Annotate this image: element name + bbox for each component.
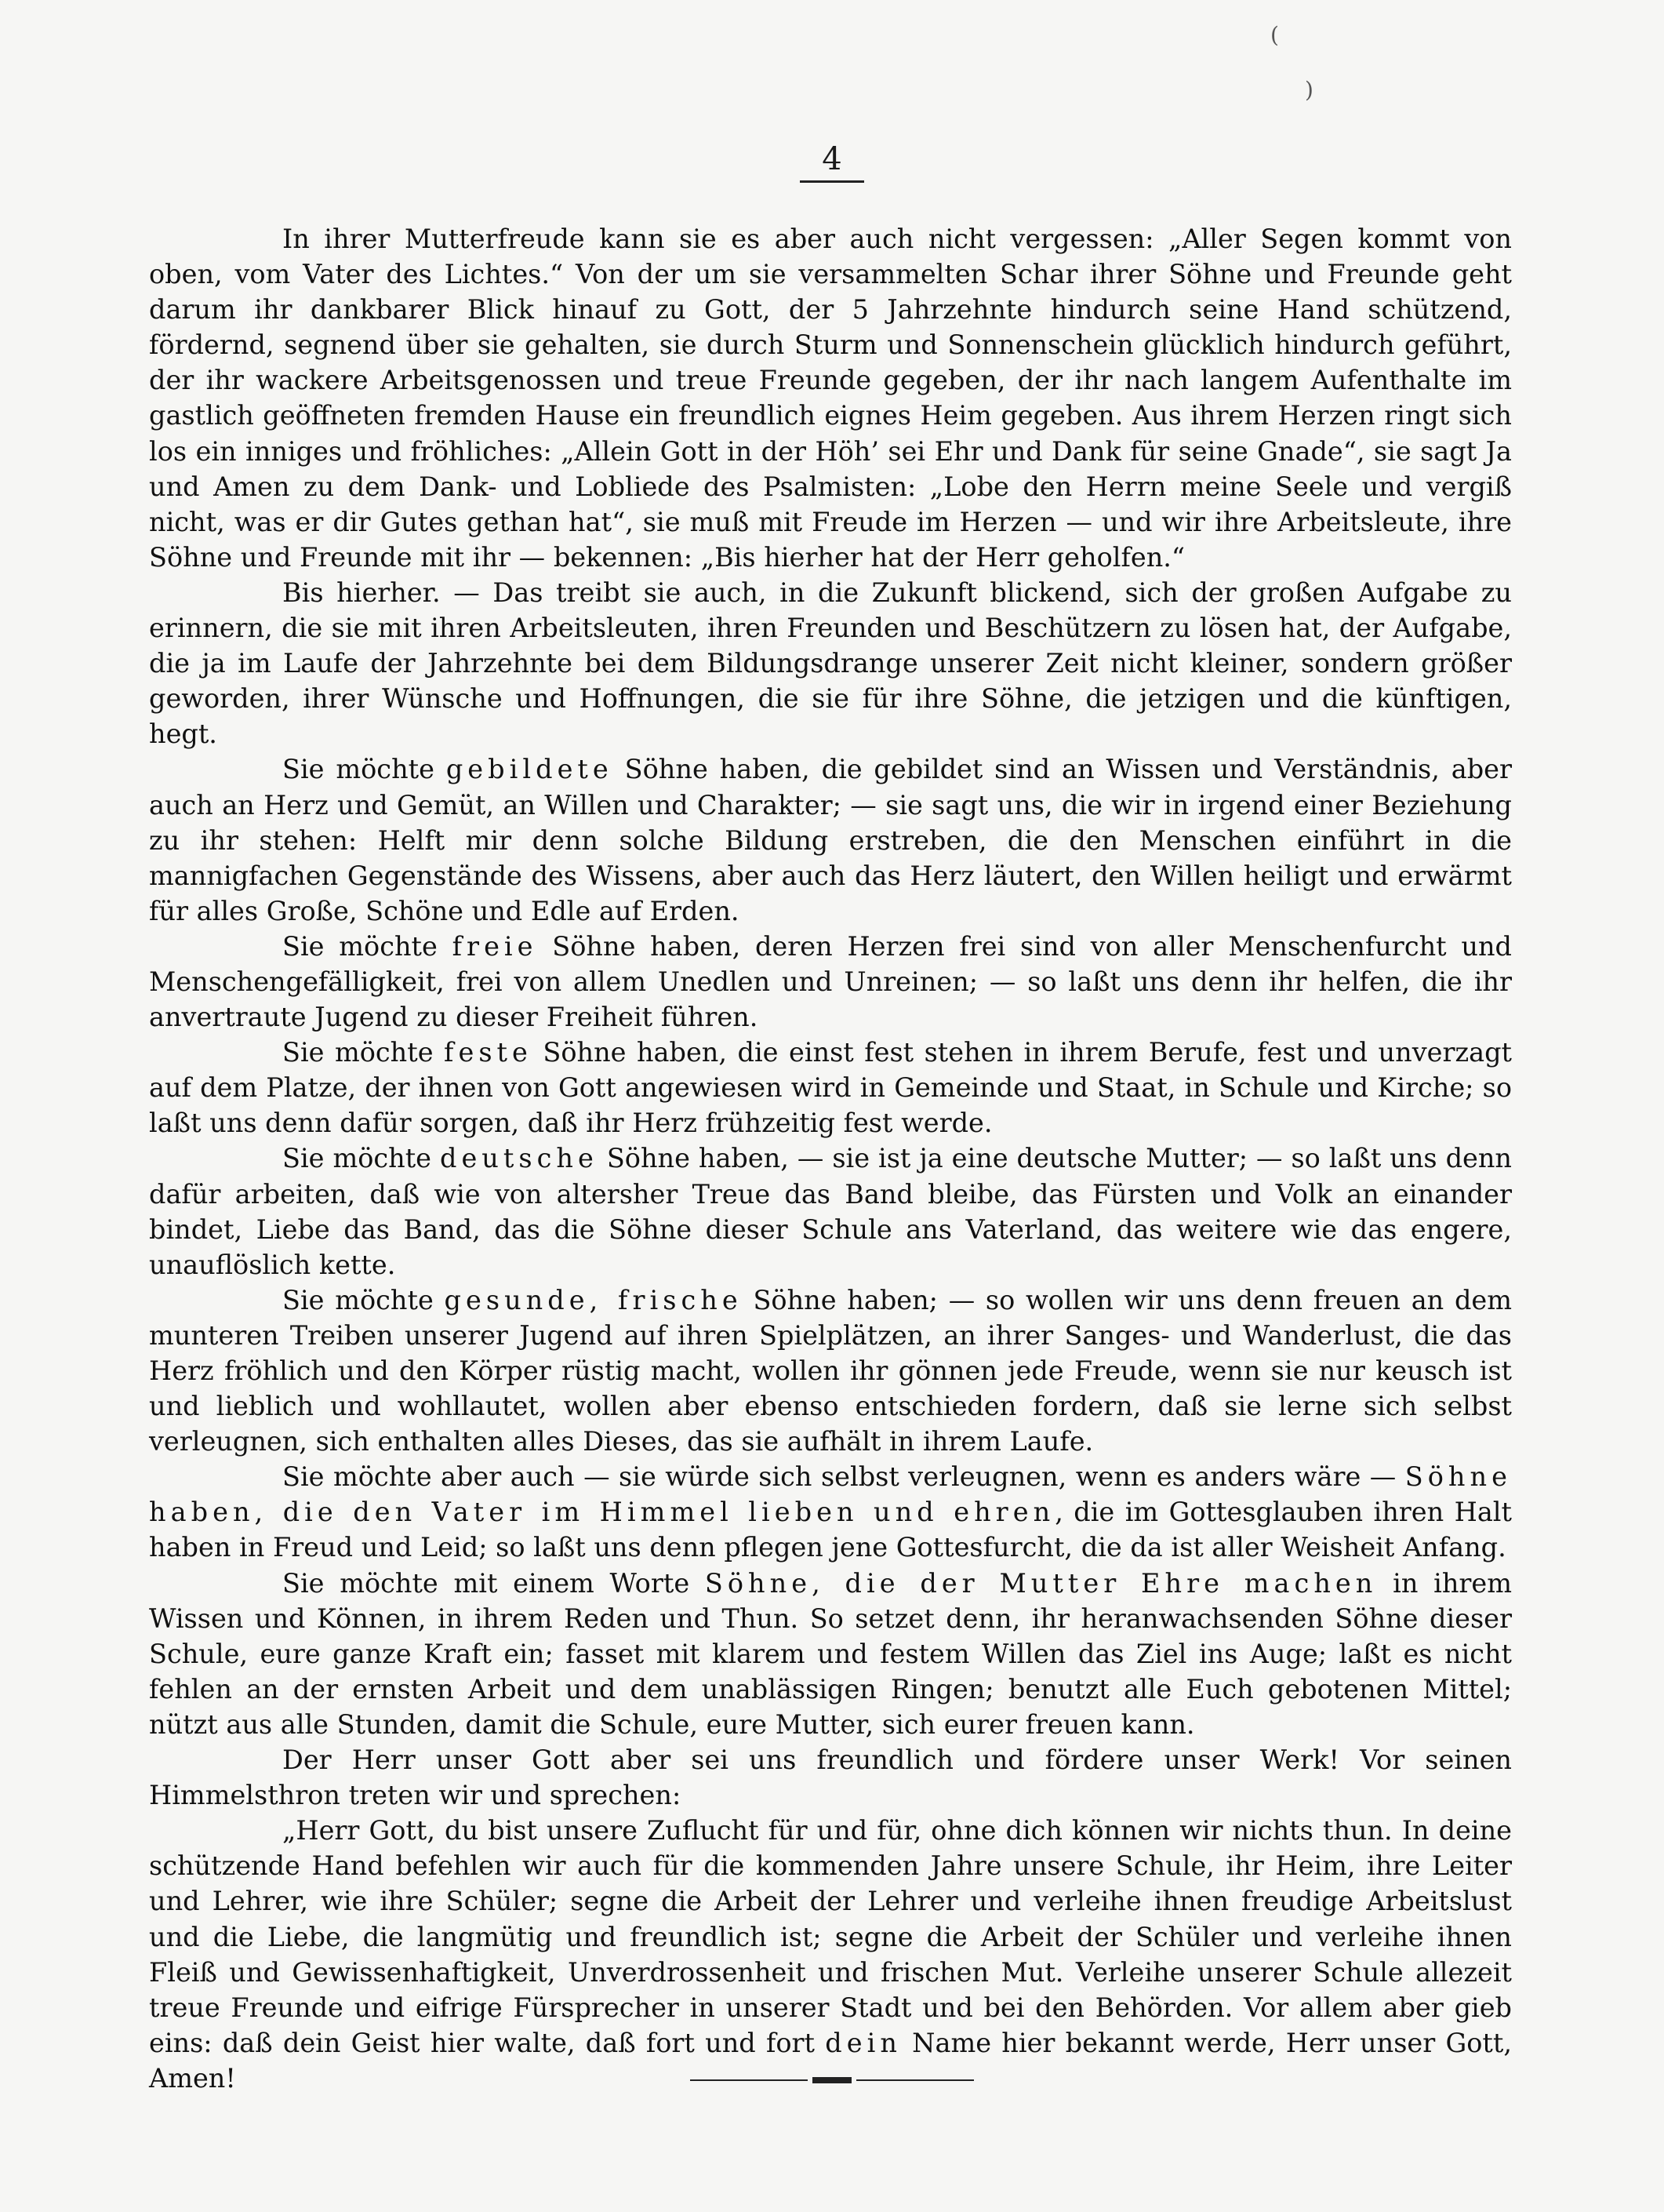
body-text	[149, 221, 1512, 2096]
paragraph-himmelsthron: Der Herr unser Gott aber sei uns freundlich und fördere unser Werk! Vor seinen Himmelsthron treten wir und sprechen:	[149, 1744, 1512, 1811]
emphasis-spaced: dein	[825, 2027, 902, 2058]
emphasis-spaced: deutsche	[439, 1143, 598, 1174]
paragraph-gesunde-soehne: Sie möchte gesunde, frische Söhne haben; — so wollen wir uns denn freuen an dem munteren Treiben unserer Jugend auf ihren Spielplätzen, an ihrer Sanges- und Wanderlust, die das Herz fröhlich und den Körper rüstig macht, wollen ihr gönnen jede Freude, wenn sie nur keusch ist und lieblich und wohllautet, wollen aber ebenso entschieden fordern, daß sie lerne sich selbst verleugnen, sich enthalten alles Dieses, das sie aufhält in ihrem Laufe.	[149, 1284, 1512, 1457]
ornament-line-left	[690, 2079, 808, 2081]
emphasis-spaced: feste	[444, 1037, 532, 1068]
end-ornament-rule	[690, 2077, 974, 2083]
paragraph-feste-soehne: Sie möchte feste Söhne haben, die einst fest stehen in ihrem Berufe, fest und unverzagt auf dem Platze, der ihnen von Gott angewiesen wird in Gemeinde und Staat, in Schule und Kirche; so laßt uns denn dafür sorgen, daß ihr Herz frühzeitig fest werde.	[149, 1037, 1512, 1139]
page-number: 4	[800, 141, 864, 183]
ornament-line-right	[856, 2079, 974, 2081]
paragraph-gebet: „Herr Gott, du bist unsere Zuflucht für und für, ohne dich können wir nichts thun. In deine schützende Hand befehlen wir auch für die kommenden Jahre unsere Schule, ihr Heim, ihre Leiter und Lehrer, wie ihre Schüler; segne die Arbeit der Lehrer und verleihe ihnen freudige Arbeitslust und die Liebe, die langmütig und freundlich ist; segne die Arbeit der Schüler und verleihe ihnen Fleiß und Gewissenhaftigkeit, Unverdrossenheit und frischen Mut. Verleihe unserer Schule allezeit treue Freunde und eifrige Fürsprecher in unserer Stadt und bei den Behörden. Vor allem aber gieb eins: daß dein Geist hier walte, daß fort und fort dein Name hier bekannt werde, Herr unser Gott, Amen!	[149, 1815, 1512, 2094]
paragraph-gottesglauben: Sie möchte aber auch — sie würde sich selbst verleugnen, wenn es anders wäre — Söhne haben, die den Vater im Himmel lieben und ehren, die im Gottesglauben ihren Halt haben in Freud und Leid; so laßt uns denn pflegen jene Gottesfurcht, die da ist aller Weisheit Anfang.	[149, 1461, 1512, 1563]
page-speck-mark: (	[1270, 22, 1279, 48]
page-speck-mark: )	[1305, 77, 1313, 103]
emphasis-spaced: gebildete	[445, 754, 613, 785]
emphasis-spaced: Söhne, die der Mutter Ehre machen	[704, 1567, 1378, 1599]
ornament-center-bar	[812, 2077, 852, 2083]
paragraph-deutsche-soehne: Sie möchte deutsche Söhne haben, — sie ist ja eine deutsche Mutter; — so laßt uns denn dafür arbeiten, daß wie von altersher Treue das Band bleibe, das Fürsten und Volk an einander bindet, Liebe das Band, das die Söhne dieser Schule ans Vaterland, das weitere wie das engere, unauflöslich kette.	[149, 1143, 1512, 1280]
paragraph-mutterfreude: In ihrer Mutterfreude kann sie es aber auch nicht vergessen: „Aller Segen kommt von oben, vom Vater des Lichtes.“ Von der um sie versammelten Schar ihrer Söhne und Freunde geht darum ihr dankbarer Blick hinauf zu Gott, der 5 Jahrzehnte hindurch seine Hand schützend, fördernd, segnend über sie gehalten, sie durch Sturm und Sonnenschein glücklich hindurch geführt, der ihr wackere Arbeitsgenossen und treue Freunde gegeben, der ihr nach langem Aufenthalte im gastlich geöffneten fremden Hause ein freundlich eignes Heim gegeben. Aus ihrem Herzen ringt sich los ein inniges und fröhliches: „Allein Gott in der Höh’ sei Ehr und Dank für seine Gnade“, sie sagt Ja und Amen zu dem Dank- und Lobliede des Psalmisten: „Lobe den Herrn meine Seele und vergiß nicht, was er dir Gutes gethan hat“, sie muß mit Freude im Herzen — und wir ihre Arbeitsleute, ihre Söhne und Freunde mit ihr — bekennen: „Bis hierher hat der Herr geholfen.“	[149, 224, 1512, 573]
paragraph-gebildete-soehne: Sie möchte gebildete Söhne haben, die gebildet sind an Wissen und Verständnis, aber auch an Herz und Gemüt, an Willen und Charakter; — sie sagt uns, die wir in irgend einer Beziehung zu ihr stehen: Helft mir denn solche Bildung erstreben, die den Menschen einführt in die mannigfachen Gegenstände des Wissens, aber auch das Herz läutert, den Willen heiligt und erwärmt für alles Große, Schöne und Edle auf Erden.	[149, 754, 1512, 926]
paragraph-freie-soehne: Sie möchte freie Söhne haben, deren Herzen frei sind von aller Menschenfurcht und Menschengefälligkeit, frei von allem Unedlen und Unreinen; — so laßt uns denn ihr helfen, die ihr anvertraute Jugend zu dieser Freiheit führen.	[149, 930, 1512, 1033]
paragraph-bis-hierher: Bis hierher. — Das treibt sie auch, in die Zukunft blickend, sich der großen Aufgabe zu erinnern, die sie mit ihren Arbeitsleuten, ihren Freunden und Beschützern zu lösen hat, der Aufgabe, die ja im Laufe der Jahrzehnte bei dem Bildungsdrange unserer Zeit nicht kleiner, sondern größer geworden, ihrer Wünsche und Hoffnungen, die sie für ihre Söhne, die jetzigen und die künftigen, hegt.	[149, 577, 1512, 750]
emphasis-spaced: freie	[452, 930, 538, 962]
paragraph-mutter-ehre: Sie möchte mit einem Worte Söhne, die der Mutter Ehre machen in ihrem Wissen und Können, in ihrem Reden und Thun. So setzet denn, ihr heranwachsenden Söhne dieser Schule, eure ganze Kraft ein; fasset mit klarem und festem Willen das Ziel ins Auge; laßt es nicht fehlen an der ernsten Arbeit und dem unablässigen Ringen; benutzt alle Euch gebotenen Mittel; nützt aus alle Stunden, damit die Schule, eure Mutter, sich eurer freuen kann.	[149, 1567, 1513, 1740]
emphasis-spaced: gesunde, frische	[444, 1284, 743, 1315]
emphasis-spaced: Söhne haben, die den Vater im Himmel lieben und ehren	[149, 1461, 1512, 1528]
